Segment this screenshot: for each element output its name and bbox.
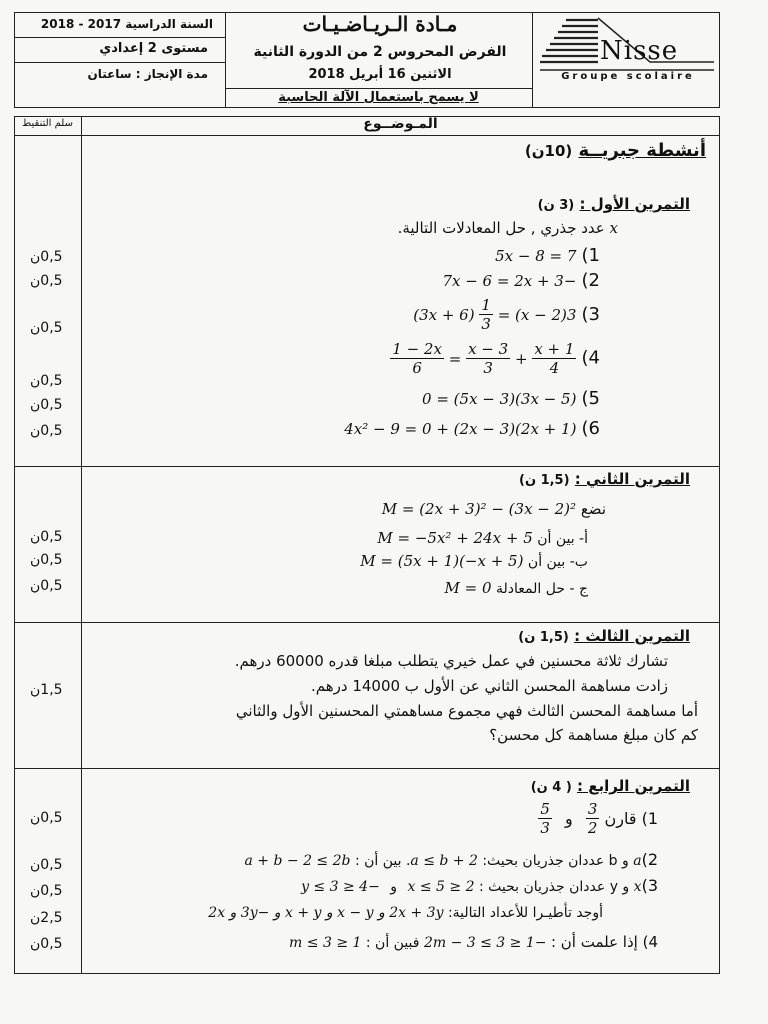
score-ex2-c: 0,5ن xyxy=(30,578,63,594)
ex2-b-label: ب- بين أن xyxy=(527,554,588,570)
ex1-eq4: $\frac{x + 1}{4}$ + $\frac{x - 3}{3}$ = $\frac{1 - 2x}{6}$ xyxy=(392,340,575,377)
ex4-q3-text: و y عددان جذريان بحيث : xyxy=(478,879,630,895)
ex1-ex2-divider xyxy=(14,466,720,467)
ex1-points: (3 ن) xyxy=(537,198,575,213)
ex1-eq4-row xyxy=(390,340,600,377)
ex1-eq2: −7x − 6 = 2x + 3 xyxy=(442,272,577,290)
ex4-q1-label: 1) قارن xyxy=(604,809,658,828)
ex4-q3-list: 2x + 3y و x − y و x + y و −3y و 2x xyxy=(208,905,444,921)
ex1-eq5: (3x − 5)(5x − 3) = 0 xyxy=(422,390,577,408)
ex1-title: التمرين الأول : xyxy=(579,195,690,213)
ex1-heading xyxy=(538,195,690,213)
ex4-q1-frac1 xyxy=(586,800,600,837)
ex1-eq6-number: 6) xyxy=(581,418,600,439)
ex2-c-label: ج - حل المعادلة xyxy=(496,581,588,597)
ex2-b-expr: M = (5x + 1)(−x + 5) xyxy=(360,552,524,570)
ex3-line2: زادت مساهمة المحسن الثاني عن الأول ب 14000 درهم. xyxy=(310,677,668,695)
ex2-c-expr: M = 0 xyxy=(444,579,492,597)
score-ex2-a: 0,5ن xyxy=(30,529,63,545)
ex4-q1-f2-den: 3 xyxy=(540,819,550,837)
ex2-title: التمرين الثاني : xyxy=(574,470,690,488)
ex4-q4-show: فبين أن : xyxy=(365,935,420,951)
ex4-q2-a: a xyxy=(633,853,642,869)
ex3-heading xyxy=(518,627,690,645)
header-center-row xyxy=(225,88,532,89)
ex3-line4: كم كان مبلغ مساهمة كل محسن؟ xyxy=(489,726,698,744)
ex1-eq3 xyxy=(413,296,577,333)
ex1-eq4-c-num: 1 − 2x xyxy=(392,340,442,358)
ex4-q1-row xyxy=(538,800,658,837)
score-column-header: سلم التنقيط xyxy=(22,118,73,129)
exam-title: الفرض المحروس 2 من الدورة الثانية xyxy=(253,44,507,60)
ex1-eq1-number: 1) xyxy=(581,245,600,266)
score-column-divider xyxy=(81,116,82,974)
ex4-q1-f1-num: 3 xyxy=(587,800,598,818)
calculator-notice: لا يسمح باستعمال الآلة الحاسبة xyxy=(278,90,479,105)
ex4-title: التمرين الرابع : xyxy=(577,777,690,795)
ex4-heading xyxy=(531,777,690,795)
ex1-eq4-a-num: x + 1 xyxy=(534,340,575,358)
section-title-text: أنشطة جبريــة xyxy=(578,140,706,161)
ex4-q3-label: 3) xyxy=(641,876,658,895)
ex1-intro-var: x xyxy=(609,219,618,237)
ex1-eq3-fraction xyxy=(479,296,493,333)
ex1-eq4-frac-c xyxy=(390,340,444,377)
ex1-eq4-frac-b xyxy=(466,340,510,377)
ex2-a-row xyxy=(377,529,588,547)
ex4-points: ( 4 ن) xyxy=(530,780,572,795)
ex4-q2-row xyxy=(245,850,659,869)
ex1-eq4-c-den: 6 xyxy=(412,359,422,377)
score-ex1-4: 0,5ن xyxy=(30,373,63,389)
ex4-q1-f1-den: 2 xyxy=(587,819,598,837)
ex2-a-expr: M = −5x² + 24x + 5 xyxy=(377,529,533,547)
ex4-q4-result: 1 ≤ m ≤ 3 xyxy=(289,935,362,951)
ex1-eq3-num: 1 xyxy=(481,296,491,314)
subject-title: مـادة الـريـاضـيـات xyxy=(302,12,458,36)
ex4-q3-cond2: −4 ≤ y ≤ 3 xyxy=(301,879,380,895)
school-logo xyxy=(538,14,716,84)
ex4-q4-label: 4) إذا علمت أن : xyxy=(550,933,658,951)
ex1-eq3-den: 3 xyxy=(481,315,491,333)
ex4-q3-and: و xyxy=(390,879,398,895)
ex4-q2-result: a + b − 2 ≤ 2b xyxy=(244,853,351,869)
ex3-line1: تشارك ثلاثة محسنين في عمل خيري يتطلب مبلغا قدره 60000 درهم. xyxy=(234,652,668,670)
score-ex1-1: 0,5ن xyxy=(30,249,63,265)
ex3-title: التمرين الثالث : xyxy=(574,627,690,645)
ex2-ex3-divider xyxy=(14,622,720,623)
ex1-eq1: 5x − 8 = 7 xyxy=(495,247,577,265)
ex4-q2-cond: a ≤ b + 2 xyxy=(410,853,478,869)
ex2-heading xyxy=(519,470,690,488)
ex4-q2-label: 2) xyxy=(641,850,658,869)
grade-level: مستوى 2 إعدادي xyxy=(99,41,208,56)
ex3-line3: أما مساهمة المحسن الثالث فهي مجموع مساهمتي المحسنين الأول والثاني xyxy=(235,702,698,720)
ex1-eq2-number: 2) xyxy=(581,270,600,291)
ex4-q2-show: . بين أن : xyxy=(354,853,411,869)
ex1-eq4-a-den: 4 xyxy=(549,359,560,377)
section-title xyxy=(525,140,706,161)
ex4-q4-row xyxy=(289,933,658,951)
score-ex1-2: 0,5ن xyxy=(30,273,63,289)
ex4-q1-frac2 xyxy=(538,800,552,837)
ex4-q3-x: x xyxy=(633,879,642,895)
school-year: السنة الدراسية 2017 - 2018 xyxy=(40,17,213,31)
ex2-m-def: M = (2x + 3)² − (3x − 2)² xyxy=(381,500,577,518)
ex1-intro-text: عدد جذري , حل المعادلات التالية. xyxy=(397,219,605,237)
ex1-eq5-number: 5) xyxy=(581,388,600,409)
ex1-eq4-b-num: x − 3 xyxy=(468,340,509,358)
ex1-eq3-right: (3x + 6) xyxy=(413,305,475,324)
ex3-points: (1,5 ن) xyxy=(518,630,569,645)
main-frame xyxy=(14,116,720,974)
score-ex3: 1,5ن xyxy=(30,682,63,698)
section-points: (10ن) xyxy=(524,142,573,160)
column-header-line xyxy=(14,135,720,136)
ex2-c-row xyxy=(445,579,588,597)
ex1-eq2-row xyxy=(442,270,600,291)
ex4-q3-frame-row xyxy=(208,905,603,921)
header-left-row2 xyxy=(14,62,225,63)
ex4-q3-cond1: 2 ≤ x ≤ 5 xyxy=(407,879,475,895)
exam-duration: مدة الإنجاز : ساعتان xyxy=(87,67,208,81)
logo-name: Nisse xyxy=(600,36,679,66)
ex2-b-row xyxy=(360,552,588,570)
exam-date: الاثنين 16 أبريل 2018 xyxy=(308,67,452,82)
header-divider-right xyxy=(532,12,533,108)
ex4-q1-f2-num: 5 xyxy=(540,800,550,818)
ex1-eq5-row xyxy=(422,388,600,409)
score-ex4-2: 0,5ن xyxy=(30,857,63,873)
ex2-points: (1,5 ن) xyxy=(519,473,570,488)
score-ex4-4: 0,5ن xyxy=(30,936,63,952)
ex4-q2-text: و b عددان جذريان بحيث: xyxy=(482,853,629,869)
header-left-row1 xyxy=(14,37,225,38)
score-ex4-3: 0,5ن xyxy=(30,883,63,899)
ex1-intro xyxy=(398,219,618,237)
score-ex4-3b: 2,5ن xyxy=(30,910,63,926)
logo-subtitle: Groupe scolaire xyxy=(561,71,695,82)
ex1-eq6: (2x + 1)(2x − 3) + 4x² − 9 = 0 xyxy=(344,420,577,438)
subject-column-header: المـوضــوع xyxy=(363,116,438,132)
ex2-put: نضع xyxy=(580,500,606,518)
score-ex2-b: 0,5ن xyxy=(30,552,63,568)
ex2-put-row xyxy=(382,500,606,518)
ex4-q3-row xyxy=(301,876,658,895)
ex4-q3-frame: أوجد تأطيـرا للأعداد التالية: xyxy=(447,905,603,921)
ex4-q1-and: و xyxy=(565,809,573,828)
ex1-eq4-number: 4) xyxy=(581,347,600,369)
ex1-eq4-frac-a xyxy=(532,340,576,377)
ex4-q4-cond: −1 ≤ 2m − 3 ≤ 3 xyxy=(423,935,547,951)
ex2-a-label: أ- بين أن xyxy=(537,531,588,547)
ex1-eq1-row xyxy=(495,245,600,266)
score-ex1-5: 0,5ن xyxy=(30,397,63,413)
ex3-ex4-divider xyxy=(14,768,720,769)
score-ex1-6: 0,5ن xyxy=(30,423,63,439)
ex1-eq3-left: 3(x − 2) = xyxy=(497,305,577,324)
ex1-eq4-b-den: 3 xyxy=(483,359,493,377)
score-ex1-3: 0,5ن xyxy=(30,320,63,336)
ex1-eq3-number: 3) xyxy=(581,304,600,325)
ex1-eq6-row xyxy=(344,418,600,439)
ex1-eq3-row xyxy=(413,296,600,333)
score-ex4-1: 0,5ن xyxy=(30,810,63,826)
